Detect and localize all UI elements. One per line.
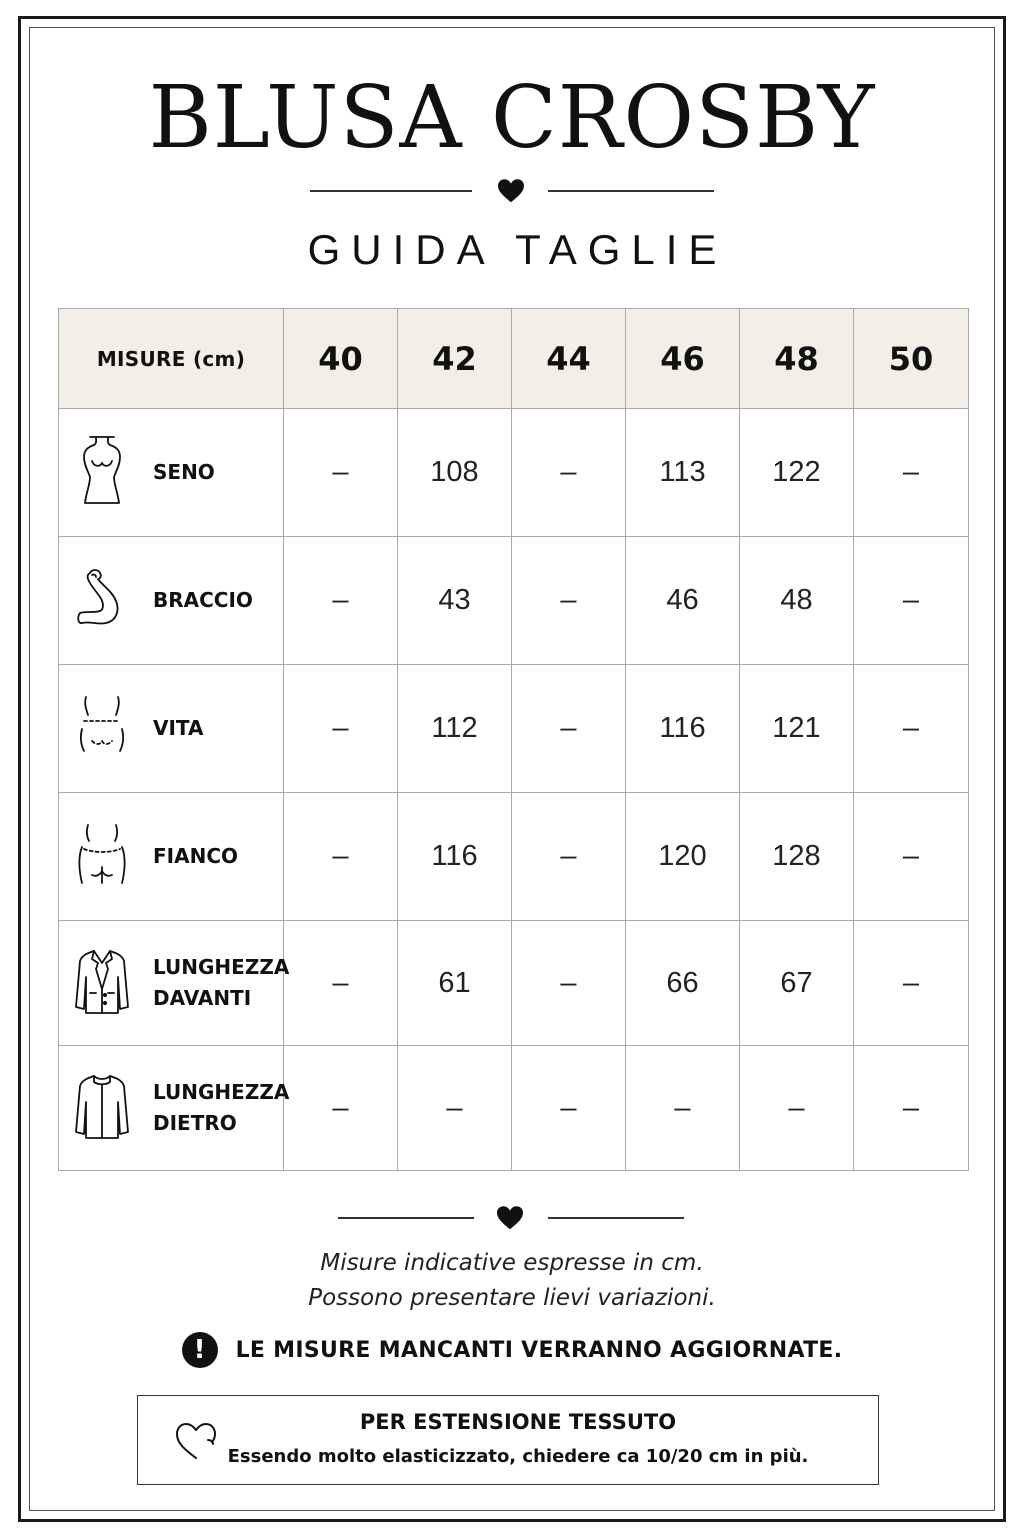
table-cell: – [626,1046,740,1171]
row-label: VITA [153,716,204,740]
table-header-row [59,309,969,409]
row-label-cell [59,1046,290,1171]
table-cell: 122 [740,409,854,537]
warning-message [0,1332,1024,1368]
row-label: LUNGHEZZA DIETRO [153,1080,290,1135]
table-cell: – [512,537,626,665]
flexed-arm-icon [69,561,135,641]
table-cell: 120 [626,793,740,921]
table-cell: 61 [398,921,512,1046]
bottom-divider [338,1203,684,1233]
table-cell: 128 [740,793,854,921]
jacket-front-icon [69,943,135,1023]
table-row [59,665,969,793]
row-label: BRACCIO [153,588,253,612]
size-table [58,308,969,1171]
table-row [59,1046,969,1171]
table-cell: 121 [740,665,854,793]
row-label: LUNGHEZZA DAVANTI [153,955,290,1010]
measure-header: MISURE (cm) [59,309,284,409]
table-cell: – [512,1046,626,1171]
bust-mannequin-icon [69,433,135,513]
row-label-cell [59,665,284,793]
table-cell: – [398,1046,512,1171]
table-cell: – [284,921,398,1046]
table-cell: – [284,1046,398,1171]
table-cell: – [284,793,398,921]
table-row [59,793,969,921]
exclamation-circle-icon: ! [182,1332,218,1368]
row-label-cell [59,537,284,665]
table-cell: 108 [398,409,512,537]
row-label: FIANCO [153,844,238,868]
table-row [59,409,969,537]
table-cell: 67 [740,921,854,1046]
fabric-box-title: PER ESTENSIONE TESSUTO [359,1410,677,1434]
table-cell: – [854,409,969,537]
table-cell: – [284,537,398,665]
page-title: BLUSA CROSBY [148,68,876,168]
table-cell: – [512,793,626,921]
table-row [59,537,969,665]
table-cell: – [854,537,969,665]
table-cell: – [854,921,969,1046]
fabric-box-text: Essendo molto elasticizzato, chiedere ca 10/20 cm in più. [227,1446,809,1467]
table-cell: – [512,921,626,1046]
size-header: 44 [512,309,626,409]
page-subtitle: GUIDA TAGLIE [307,226,728,273]
size-header: 42 [398,309,512,409]
table-cell: 48 [740,537,854,665]
table-row [59,921,969,1046]
table-cell: 66 [626,921,740,1046]
row-label-cell [59,409,284,537]
table-cell: 112 [398,665,512,793]
heart-icon [496,1205,524,1231]
row-label-cell [59,793,284,921]
table-cell: 46 [626,537,740,665]
size-header: 40 [284,309,398,409]
size-header: 50 [854,309,969,409]
hip-measure-icon [69,817,135,897]
note-line-1: Misure indicative espresse in cm. [320,1250,704,1276]
heart-icon [497,178,525,204]
table-cell: – [854,665,969,793]
table-cell: – [740,1046,854,1171]
table-cell: – [284,665,398,793]
note-line-2: Possono presentare lievi variazioni. [308,1285,716,1311]
jacket-back-icon [69,1068,135,1148]
row-label-cell [59,921,290,1046]
waist-measure-icon [69,689,135,769]
table-cell: 116 [398,793,512,921]
top-divider [310,176,714,206]
row-label: SENO [153,460,215,484]
table-cell: 43 [398,537,512,665]
size-header: 48 [740,309,854,409]
warning-text: LE MISURE MANCANTI VERRANNO AGGIORNATE. [235,1337,843,1363]
table-cell: – [854,793,969,921]
size-header: 46 [626,309,740,409]
table-cell: 116 [626,665,740,793]
fabric-info-box [137,1395,879,1485]
table-cell: – [284,409,398,537]
table-cell: 113 [626,409,740,537]
table-cell: – [854,1046,969,1171]
table-cell: – [512,409,626,537]
table-cell: – [512,665,626,793]
